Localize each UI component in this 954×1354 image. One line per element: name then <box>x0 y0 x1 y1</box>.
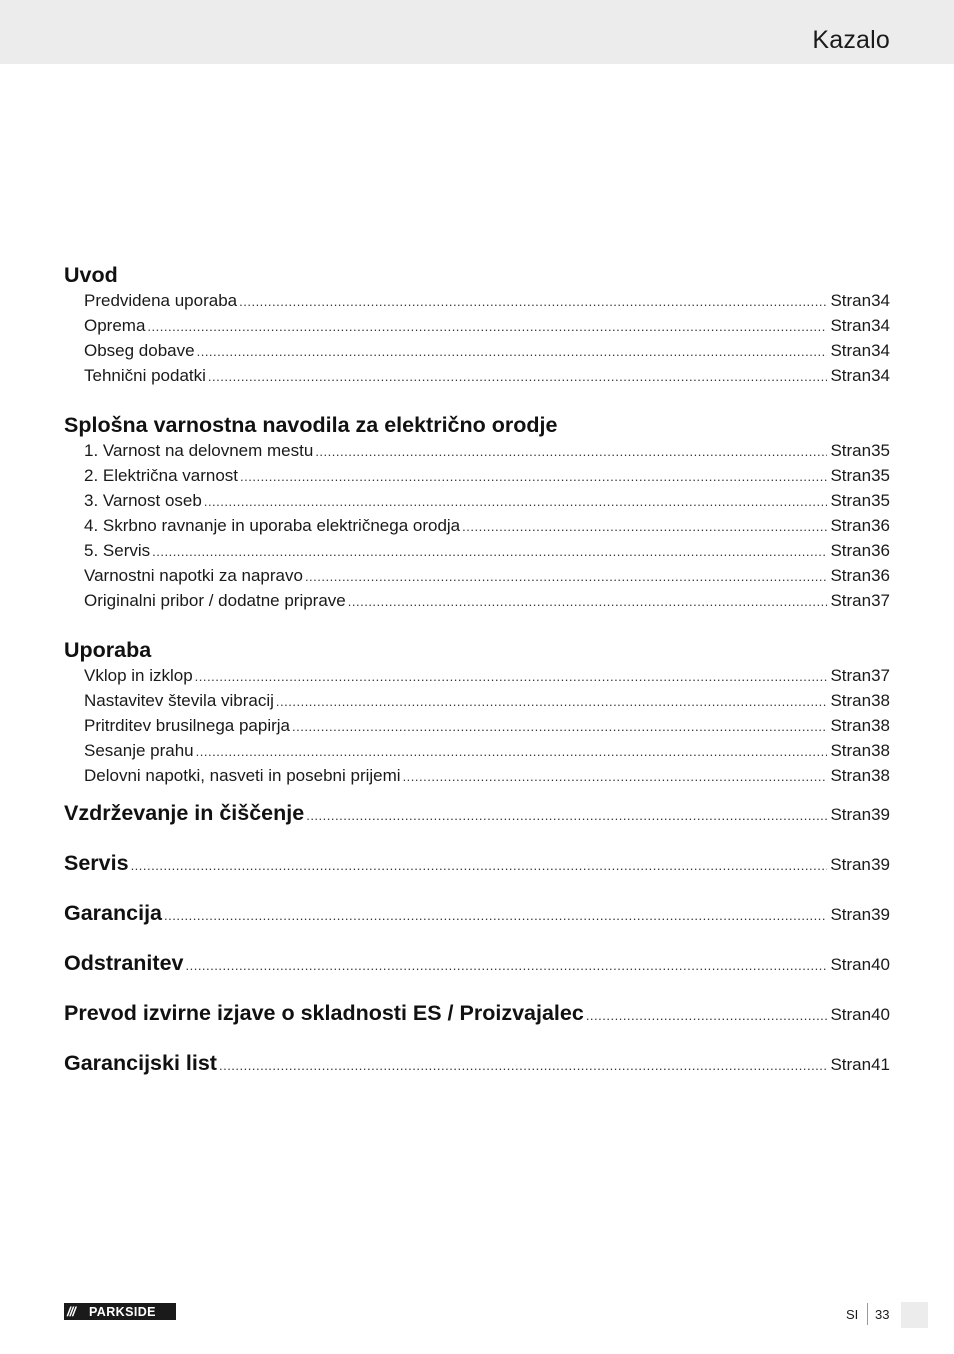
toc-entry-label: 5. Servis <box>84 541 151 560</box>
toc-entry-label: Originalni pribor / dodatne priprave <box>84 591 346 610</box>
toc-headline-label: Garancijski list <box>64 1051 217 1075</box>
toc-entry[interactable] <box>64 463 890 488</box>
toc-headline-entry[interactable] <box>64 938 890 988</box>
toc-strana-label: Stran <box>830 766 872 785</box>
toc-page-number: 38 <box>871 716 890 735</box>
toc-entry[interactable] <box>64 363 890 388</box>
toc-entry-label: Tehnični podatki <box>84 366 206 385</box>
toc-page-number: 35 <box>871 491 890 510</box>
section-heading: Uvod <box>64 263 118 287</box>
page-number: 33 <box>875 1307 890 1322</box>
table-of-contents <box>64 262 890 1088</box>
toc-page-number: 36 <box>871 541 890 560</box>
toc-entry[interactable] <box>64 713 890 738</box>
toc-entry[interactable] <box>64 288 890 313</box>
toc-entry[interactable] <box>64 688 890 713</box>
toc-entry[interactable] <box>64 513 890 538</box>
section-heading: Uporaba <box>64 638 152 662</box>
toc-strana-label: Stran <box>830 716 872 735</box>
toc-page-number: 40 <box>871 955 890 974</box>
leader-dots <box>305 564 828 589</box>
footer-divider <box>867 1303 868 1325</box>
toc-strana-label: Stran <box>830 1055 872 1074</box>
toc-page-number: 34 <box>871 291 890 310</box>
toc-page-number: 39 <box>871 905 890 924</box>
toc-entry-label: 4. Skrbno ravnanje in uporaba električnega orodja <box>84 516 461 535</box>
toc-page-number: 34 <box>871 366 890 385</box>
toc-headline-label: Prevod izvirne izjave o skladnosti ES / Proizvajalec <box>64 1001 584 1025</box>
toc-page-number: 35 <box>871 441 890 460</box>
toc-page-number: 41 <box>871 1055 890 1074</box>
leader-dots <box>348 589 828 614</box>
leader-dots <box>219 1041 827 1091</box>
leader-dots <box>147 314 827 339</box>
toc-page-number: 37 <box>871 666 890 685</box>
leader-dots <box>208 364 828 389</box>
leader-dots <box>292 714 827 739</box>
leader-dots <box>306 791 827 841</box>
toc-entry-label: Oprema <box>84 316 146 335</box>
toc-headline-entry[interactable] <box>64 788 890 838</box>
leader-dots <box>240 464 827 489</box>
toc-entry[interactable] <box>64 538 890 563</box>
footer-tab-box <box>901 1302 928 1328</box>
leader-dots <box>196 739 828 764</box>
leader-dots <box>195 664 828 689</box>
toc-strana-label: Stran <box>830 366 872 385</box>
toc-entry-label: Predvidena uporaba <box>84 291 238 310</box>
toc-headline-label: Odstranitev <box>64 951 184 975</box>
toc-entry-label: Vklop in izklop <box>84 666 193 685</box>
toc-entry[interactable] <box>64 313 890 338</box>
header-bar <box>0 0 954 64</box>
toc-page-number: 34 <box>871 316 890 335</box>
toc-page-number: 38 <box>871 741 890 760</box>
toc-strana-label: Stran <box>830 855 871 874</box>
toc-strana-label: Stran <box>830 955 872 974</box>
toc-headline-entry[interactable] <box>64 1038 890 1088</box>
leader-dots <box>276 689 828 714</box>
toc-strana-label: Stran <box>830 905 872 924</box>
toc-entry[interactable] <box>64 563 890 588</box>
toc-page-number: 39 <box>871 855 890 874</box>
toc-strana-label: Stran <box>830 316 872 335</box>
logo-brand-text: PARKSIDE <box>89 1304 156 1319</box>
toc-section-uporaba <box>64 637 890 788</box>
toc-headline-label: Garancija <box>64 901 162 925</box>
toc-strana-label: Stran <box>830 341 872 360</box>
toc-entry[interactable] <box>64 663 890 688</box>
leader-dots <box>403 764 828 789</box>
toc-entry-label: Pritrditev brusilnega papirja <box>84 716 290 735</box>
toc-headline-entry[interactable] <box>64 888 890 938</box>
toc-page-number: 36 <box>871 516 890 535</box>
toc-page-number: 38 <box>871 691 890 710</box>
toc-headline-label: Servis <box>64 851 129 875</box>
toc-entry-label: Sesanje prahu <box>84 741 194 760</box>
toc-entry[interactable] <box>64 588 890 613</box>
section-heading: Splošna varnostna navodila za električno orodje <box>64 413 558 437</box>
toc-strana-label: Stran <box>830 566 872 585</box>
toc-strana-label: Stran <box>830 1005 872 1024</box>
toc-strana-label: Stran <box>830 805 872 824</box>
toc-headline-entry[interactable] <box>64 988 890 1038</box>
toc-entry[interactable] <box>64 338 890 363</box>
toc-entry[interactable] <box>64 438 890 463</box>
toc-strana-label: Stran <box>830 666 872 685</box>
leader-dots <box>586 991 828 1041</box>
toc-strana-label: Stran <box>830 516 872 535</box>
toc-page-number: 40 <box>871 1005 890 1024</box>
toc-page-number: 36 <box>871 566 890 585</box>
toc-entry-label: Obseg dobave <box>84 341 195 360</box>
toc-strana-label: Stran <box>830 541 872 560</box>
leader-dots <box>164 891 827 941</box>
toc-entry-label: Delovni napotki, nasveti in posebni prijemi <box>84 766 401 785</box>
toc-section-uvod <box>64 262 890 388</box>
toc-entry-label: Varnostni napotki za napravo <box>84 566 303 585</box>
toc-strana-label: Stran <box>830 441 872 460</box>
leader-dots <box>197 339 828 364</box>
leader-dots <box>131 841 828 891</box>
leader-dots <box>239 289 827 314</box>
toc-page-number: 38 <box>871 766 890 785</box>
toc-page-number: 37 <box>871 591 890 610</box>
leader-dots <box>152 539 827 564</box>
leader-dots <box>204 489 828 514</box>
language-code: SI <box>846 1307 859 1322</box>
toc-entry-label: 2. Električna varnost <box>84 466 239 485</box>
leader-dots <box>315 439 827 464</box>
toc-headline-label: Vzdrževanje in čiščenje <box>64 801 305 825</box>
page-title: Kazalo <box>812 26 890 54</box>
toc-strana-label: Stran <box>830 741 872 760</box>
toc-entry-label: Nastavitev števila vibracij <box>84 691 274 710</box>
toc-entry-label: 1. Varnost na delovnem mestu <box>84 441 314 460</box>
toc-page-number: 39 <box>871 805 890 824</box>
toc-entry-label: 3. Varnost oseb <box>84 491 202 510</box>
toc-entry[interactable] <box>64 763 890 788</box>
toc-entry[interactable] <box>64 488 890 513</box>
toc-page-number: 35 <box>871 466 890 485</box>
toc-strana-label: Stran <box>830 466 872 485</box>
toc-strana-label: Stran <box>830 591 872 610</box>
toc-entry[interactable] <box>64 738 890 763</box>
toc-page-number: 34 <box>871 341 890 360</box>
leader-dots <box>185 941 827 991</box>
toc-strana-label: Stran <box>830 691 872 710</box>
toc-strana-label: Stran <box>830 491 872 510</box>
parkside-logo <box>64 1303 176 1320</box>
toc-section-safety <box>64 412 890 613</box>
logo-slashes: /// <box>67 1304 75 1319</box>
toc-strana-label: Stran <box>830 291 872 310</box>
toc-headline-entry[interactable] <box>64 838 890 888</box>
leader-dots <box>462 514 827 539</box>
